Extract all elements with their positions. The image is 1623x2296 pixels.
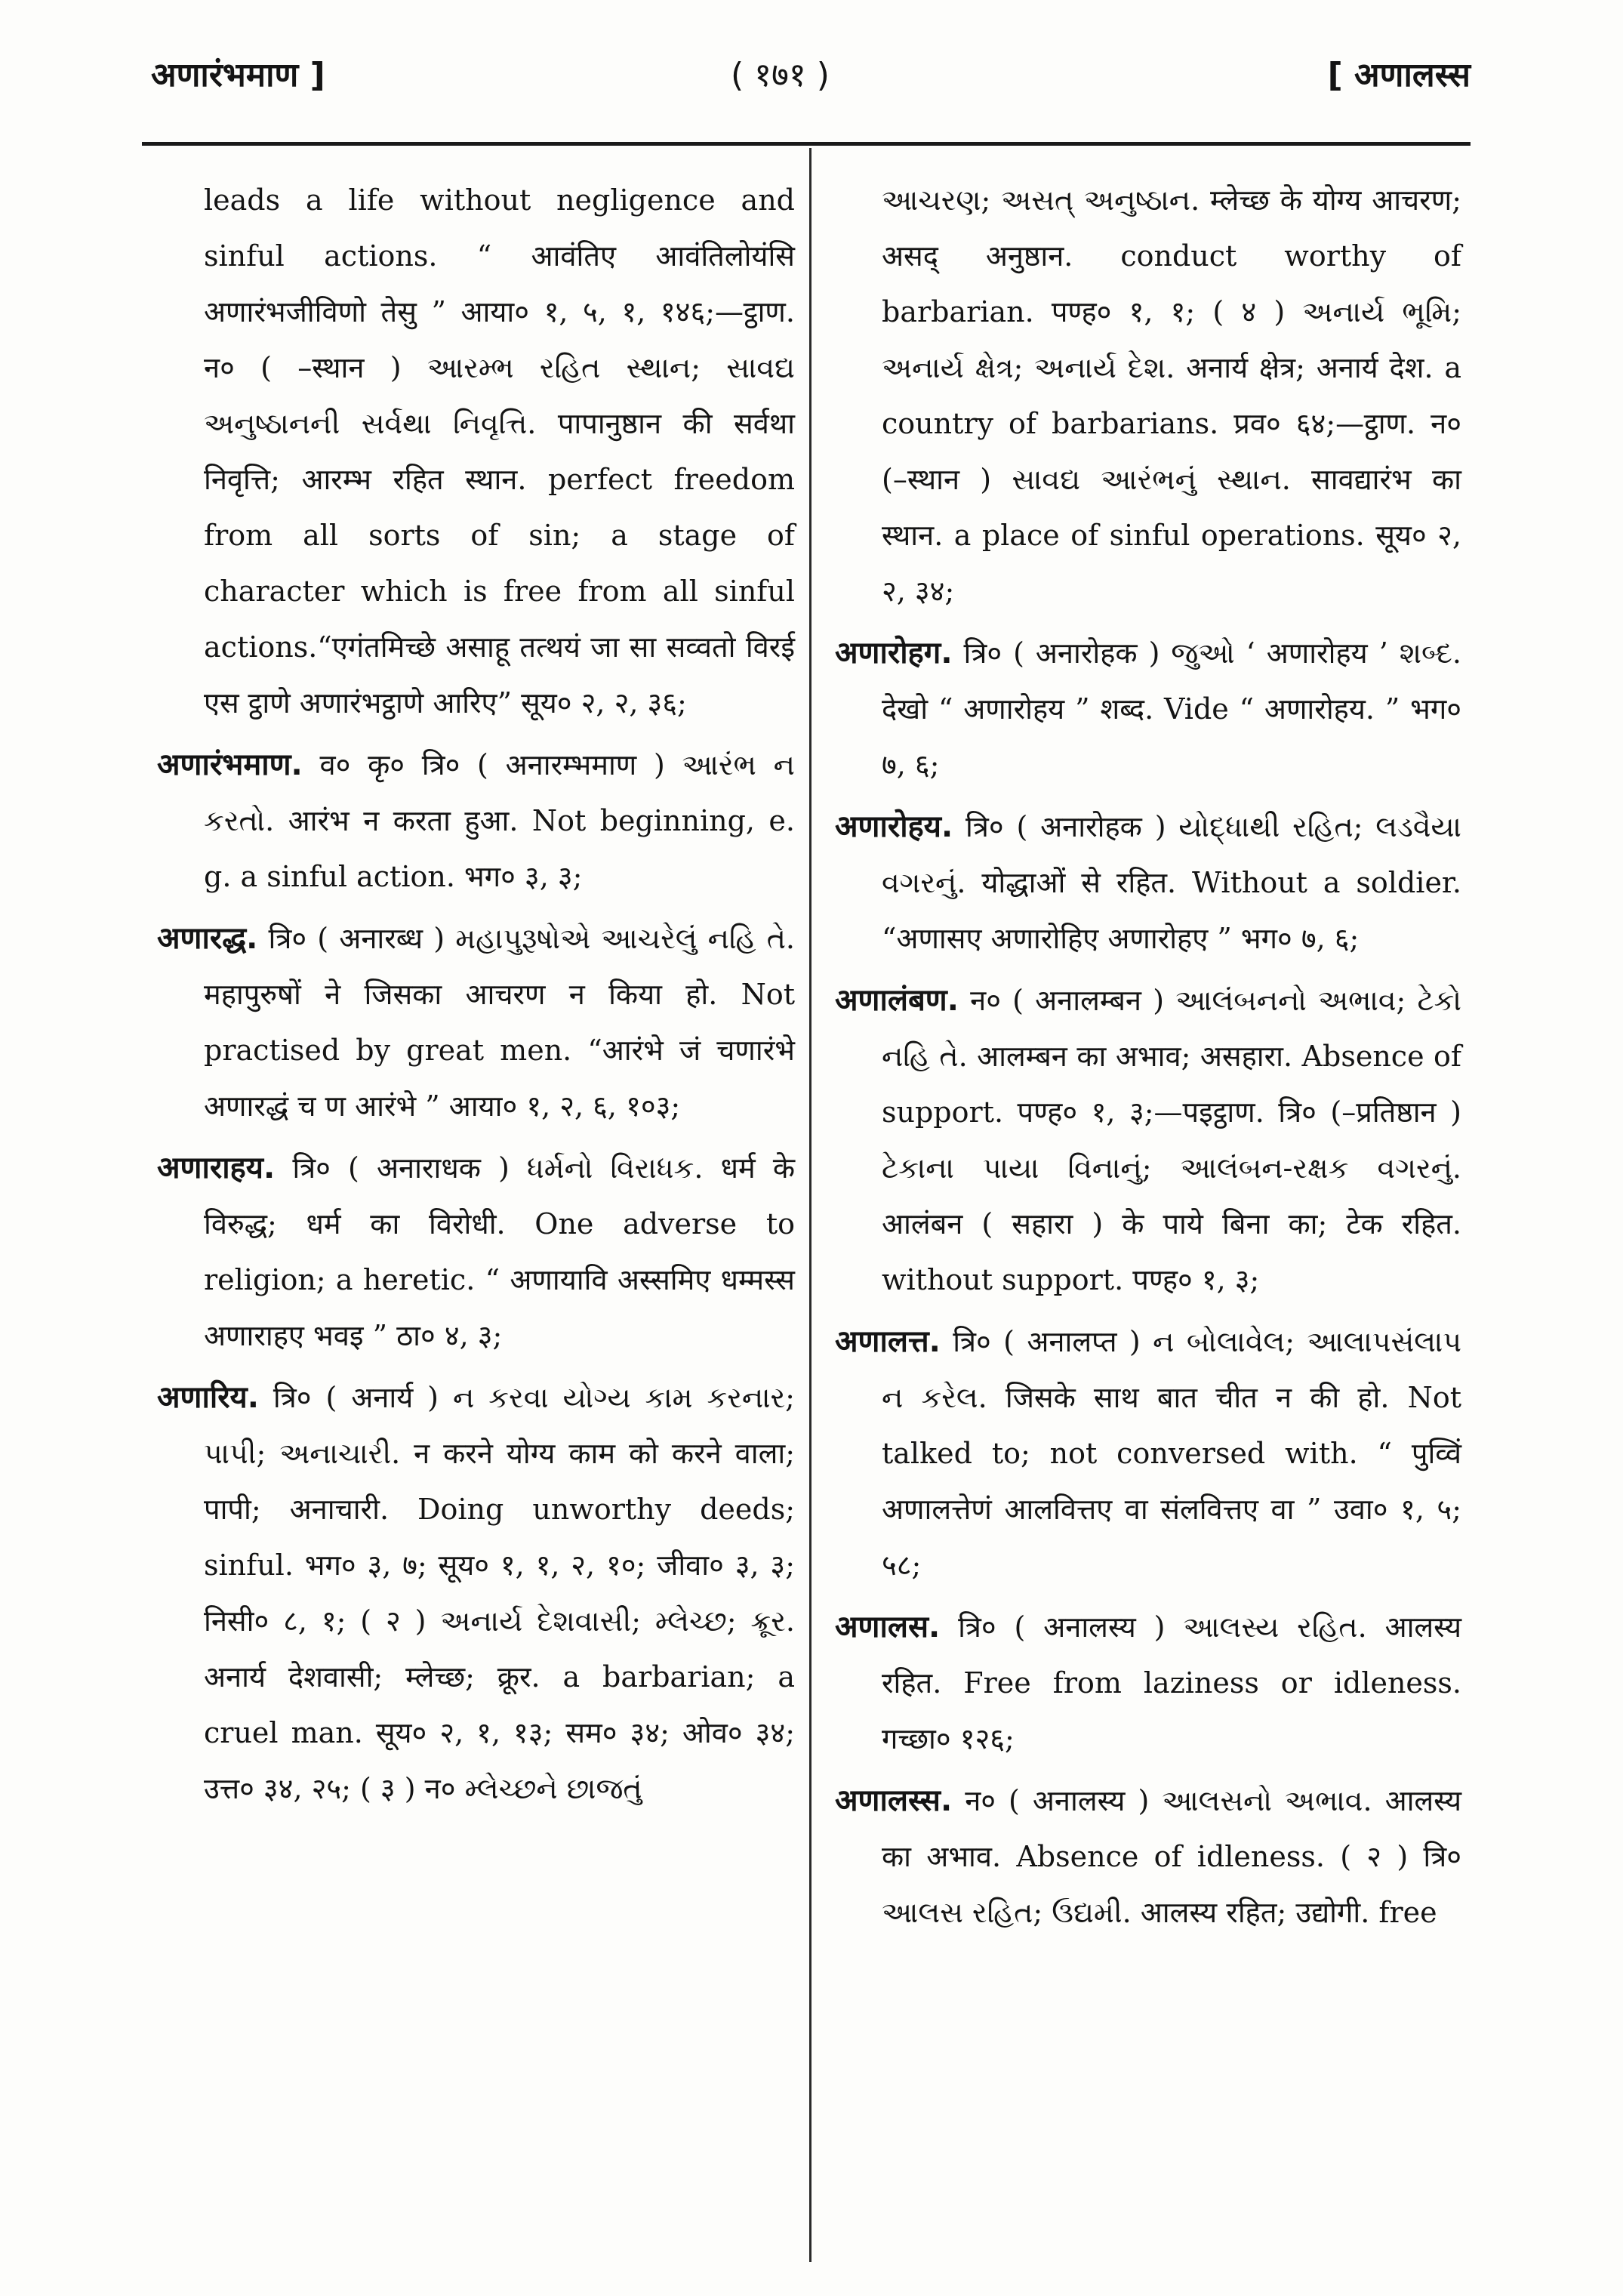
header-first-word: अणारंभमाण ]: [151, 56, 325, 94]
entry-body: त्रि० ( अनारब्ध ) મહાપુરૂષોએ આચરેલું નહિ તે. महापुरुषों ने जिसका आचरण न किया हो. Not practised by great men. “आरंभे जं चणारंभे अणारद्धं च ण आरंभे ” आया० १, २, ६, १०३;: [204, 922, 795, 1123]
dictionary-entry: [835, 172, 1461, 619]
entry-headword: अणालस्स.: [835, 1783, 953, 1818]
column-divider: [809, 148, 812, 2262]
entry-body: त्रि० ( अनाराधक ) ધર્મનો વિરાધક. धर्म के विरुद्ध; धर्म का विरोधी. One adverse to religion; a heretic. “ अणायावि अस्समिए धम्मस्स अणाराहए भवइ ” ठा० ४, ३;: [204, 1151, 795, 1352]
dictionary-entry: [835, 1773, 1461, 1940]
entry-headword: अणारद्ध.: [157, 921, 258, 956]
entry-headword: अणारंभमाण.: [157, 747, 303, 782]
entry-body: त्रि० ( अनारोहक ) યોદ્ધાથી રહિત; લડવૈયા વગરનું. योद्धाओं से रहित. Without a soldier. “अणासए अणारोहिए अणारोहए ” भग० ७, ६;: [882, 810, 1461, 955]
entry-body: न० ( अनालम्बन ) આલંબનનો અભાવ; ટેકો નહિ તે. आलम्बन का अभाव; असहारा. Absence of support. पण्ह० १, ३;—पइट्ठाण. त्रि० (–प्रतिष्ठान ) ટેકાના પાયા વિનાનું; આલંબન-રક્ષક વગરનું. आलंबन ( सहारा ) के पाये बिना का; टेक रहित. without support. पण्ह० १, ३;: [882, 984, 1461, 1296]
dictionary-entry: [157, 1370, 795, 1817]
dictionary-entry: [835, 625, 1461, 793]
entry-body: न० ( अनालस्य ) આલસનો અભાવ. आलस्य का अभाव. Absence of idleness. ( २ ) त्रि० આલસ રહિત; ઉદ્યમી. आलस्य रहित; उद्योगी. free: [882, 1784, 1461, 1929]
dictionary-entry: [835, 799, 1461, 966]
entry-headword: अणालस.: [835, 1610, 941, 1644]
left-column: [157, 172, 795, 1817]
dictionary-entry: [157, 737, 795, 905]
entry-body: त्रि० ( अनालप्त ) ન બોલાવેલ; આલાપસંલાપ ન કરેલ. जिसके साथ बात चीत न की हो. Not talked to; not conversed with. “ पुव्विं अणालत्तेणं आलवित्तए वा संलवित्तए वा ” उवा० १, ५; ५८;: [882, 1325, 1461, 1582]
entry-body: व० कृ० त्रि० ( अनारम्भमाण ) આરંભ ન કરતો. आरंभ न करता हुआ. Not beginning, e. g. a sinful action. भग० ३, ३;: [204, 748, 795, 893]
dictionary-entry: [157, 911, 795, 1134]
entry-headword: अणारोहग.: [835, 636, 953, 670]
entry-body: त्रि० ( अनारोहक ) જુઓ ‘ अणारोहय ’ શબ્દ. देखो “ अणारोहय ” शब्द. Vide “ अणारोहय. ” भग० ७, ६;: [882, 636, 1461, 781]
dictionary-entry: [835, 1599, 1461, 1767]
dictionary-entry: [835, 972, 1461, 1308]
entry-headword: अणालत्त.: [835, 1324, 941, 1359]
entry-body: આચરણ; અસત્ અનુષ્ઠાન. म्लेच्छ के योग्य आचरण; असद् अनुष्ठान. conduct worthy of barbarian. पण्ह० १, १; ( ४ ) અનાર્ય ભૂમિ; અનાર્ય ક્ષેત્ર; અનાર્ય દેશ. अनार्य क्षेत्र; अनार्य देश. a country of barbarians. प्रव० ६४;—ट्ठाण. न० (–स्थान ) સાવદ્ય આરંભનું સ્થાન. सावद्यारंभ का स्थान. a place of sinful operations. सूय० २, २, ३४;: [882, 183, 1461, 608]
header-rule: [142, 142, 1471, 146]
dictionary-entry: [157, 172, 795, 731]
entry-headword: अणारोहय.: [835, 809, 953, 844]
entry-body: leads a life without negligence and sinful actions. “ आवंतिए आवंतिलोयंसि अणारंभजीविणो तेसु ” आया० १, ५, १, १४६;—ट्ठाण. न० ( –स्थान ) આરમ્ભ રહિત સ્થાન; સાવદ્ય અનુષ્ઠાનની સર્વથા નિવૃત્તિ. पापानुष्ठान की सर्वथा निवृत्ति; आरम्भ रहित स्थान. perfect freedom from all sorts of sin; a stage of character which is free from all sinful actions.“एगंतमिच्छे असाहू तत्थयं जा सा सव्वतो विरई एस ट्ठाणे अणारंभट्ठाणे आरिए” सूय० २, २, ३६;: [204, 183, 795, 720]
page-number: ( १७१ ): [731, 56, 830, 94]
right-column: [835, 172, 1461, 1940]
entry-body: त्रि० ( अनार्य ) ન કરવા યોગ્ય કામ કરનાર; પાપી; અનાચારી. न करने योग्य काम को करने वाला; पापी; अनाचारी. Doing unworthy deeds; sinful. भग० ३, ७; सूय० १, १, २, १०; जीवा० ३, ३; निसी० ८, १; ( २ ) અનાર્ય દેશવાસી; મ્લેચ્છ; ક્રૂર. अनार्य देशवासी; म्लेच्छ; क्रूर. a barbarian; a cruel man. सूय० २, १, १३; सम० ३४; ओव० ३४; उत्त० ३४, २५; ( ३ ) न० મ્લેચ્છને છાજતું: [204, 1381, 795, 1805]
header-last-word: [ अणालस्स: [1327, 56, 1471, 94]
entry-body: त्रि० ( अनालस्य ) આલસ્ય રહિત. आलस्य रहित. Free from laziness or idleness. गच्छा० १२६;: [882, 1610, 1461, 1755]
dictionary-entry: [157, 1140, 795, 1364]
entry-headword: अणारिय.: [157, 1380, 259, 1415]
page-header: [142, 42, 1471, 117]
entry-headword: अणालंबण.: [835, 983, 959, 1018]
entry-headword: अणाराहय.: [157, 1151, 276, 1185]
dictionary-entry: [835, 1314, 1461, 1593]
